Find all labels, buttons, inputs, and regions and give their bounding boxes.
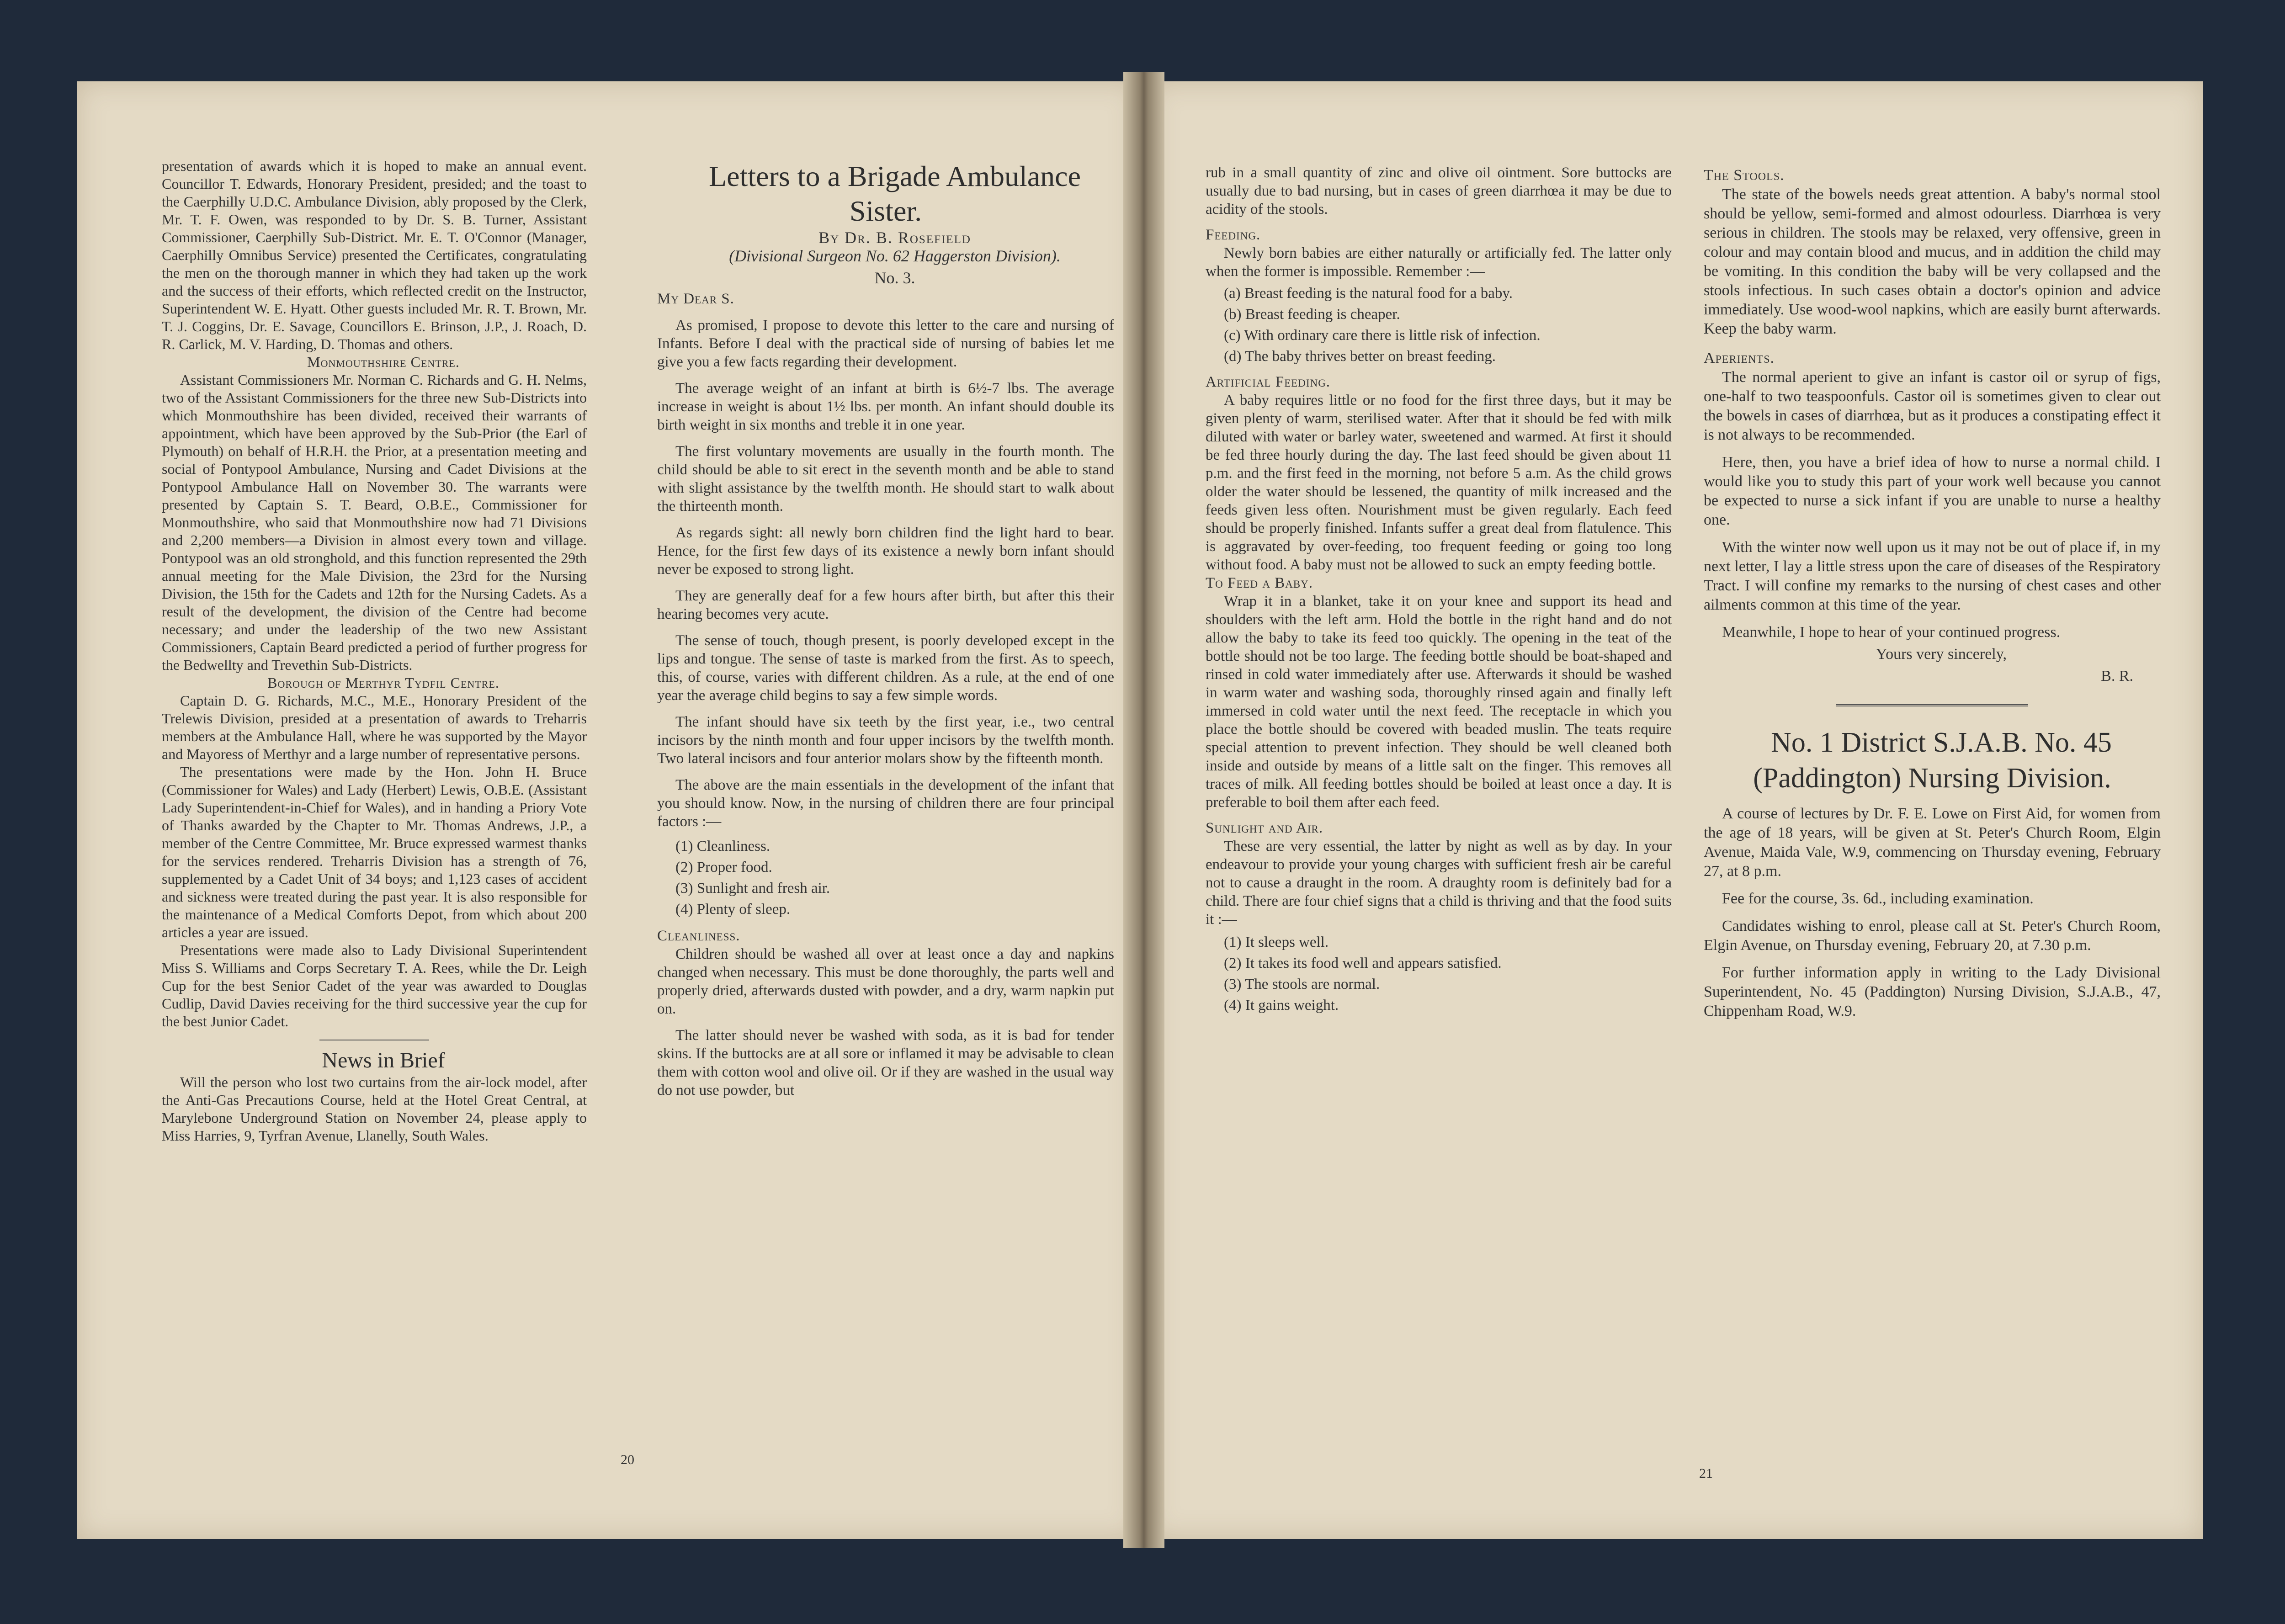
- letters-column: [657, 159, 1114, 1099]
- paragraph: For further information apply in writing to the Lady Divisional Superintendent, No. 45 (Paddington) Nursing Division, S.J.A.B., 47, Chippenham Road, W.9.: [1704, 964, 2161, 1019]
- letter-number: No. 3.: [874, 269, 915, 287]
- section-heading: Feeding.: [1206, 227, 1261, 243]
- paragraph: The average weight of an infant at birth is 6½-7 lbs. The average increase in weight is about 1½ lbs. per month. An infant should double its birth weight in six months and treble it in one year.: [657, 380, 1114, 433]
- divider: [1836, 704, 2028, 706]
- section-heading: Aperients.: [1704, 350, 1775, 366]
- list-item: (b) Breast feeding is cheaper.: [1224, 306, 1400, 323]
- paragraph: Fee for the course, 3s. 6d., including examination.: [1722, 890, 2034, 907]
- letter-closing: Yours very sincerely,: [1876, 646, 2007, 663]
- section-heading: Monmouthshire Centre.: [307, 354, 460, 370]
- paragraph: The sense of touch, though present, is poorly developed except in the lips and tongue. The sense of taste is marked from the first. As to speech, this, of course, varies with different children. As a rule, at the end of one year the average child begins to say a few simple words.: [657, 632, 1114, 704]
- paragraph: Newly born babies are either naturally or artificially fed. The latter only when the former is impossible. Remember :—: [1206, 245, 1672, 280]
- news-paragraph: Will the person who lost two curtains from the air-lock model, after the Anti-Gas Precautions Course, held at the Hotel Great Central, at Marylebone Underground Station on November 24, please apply to Miss Harries, 9, Tyrfran Avenue, Llanelly, South Wales.: [162, 1074, 587, 1144]
- list-item: (1) Cleanliness.: [675, 838, 771, 854]
- list-item: (3) The stools are normal.: [1224, 976, 1380, 992]
- district-title: No. 1 District S.J.A.B. No. 45 (Paddington) Nursing Division.: [1753, 727, 2112, 794]
- paragraph: rub in a small quantity of zinc and olive oil ointment. Sore buttocks are usually due to bad nursing, but in cases of green diarrhœa it may be due to acidity of the stools.: [1206, 165, 1672, 218]
- paragraph: They are generally deaf for a few hours after birth, but after this their hearing becomes very acute.: [657, 588, 1114, 622]
- list-item: (1) It sleeps well.: [1224, 934, 1329, 950]
- magazine-spread: [77, 81, 2203, 1539]
- paragraph: The presentations were made by the Hon. John H. Bruce (Commissioner for Wales) and Lady (Herbert) Lewis, O.B.E. (Assistant Lady Superintendent-in-Chief for Wales), and in handing a Priory Vote of Thanks awarded by the Chapter to Mr. Thomas Andrews, J.P., a member of the Centre Committee, Mr. Bruce expressed warmest thanks for the services rendered. Treharris Division has a strength of 76, supplemented by a Cadet Unit of 34 boys; and 1,123 cases of accident and sickness were treated during the past year. It is also responsible for the maintenance of a Medical Comforts Depot, from which about 200 articles a year are issued.: [162, 764, 587, 940]
- paragraph: Meanwhile, I hope to hear of your continued progress.: [1722, 624, 2061, 641]
- paragraph: Presentations were made also to Lady Divisional Superintendent Miss S. Williams and Corps Secretary T. A. Rees, while the Dr. Leigh Cup for the best Senior Cadet of the year was awarded to Douglas Cudlip, David Davies receiving for the third successive year the cup for the best Junior Cadet.: [162, 942, 587, 1030]
- paragraph: As regards sight: all newly born children find the light hard to bear. Hence, for the first few days of its existence a newly born infant should never be exposed to strong light.: [657, 525, 1114, 578]
- paragraph: Wrap it in a blanket, take it on your knee and support its head and shoulders with the left arm. Hold the bottle in the right hand and do not allow the baby to take its feed too quickly. The opening in the teat of the bottle should not be too large. The feeding bottle should be boat-shaped and rinsed in cold water immediately after use. Afterwards it should be washed in warm water and washing soda, thoroughly rinsed again and finally left immersed in cold water until the next feed. The receptacle in which you place the bottle should be covered with beaded muslin. The teats require special attention to prevent infection. They should be well cleaned both inside and outside by means of a little salt on the finger. This removes all traces of milk. All feeding bottles should be boiled at least once a day. It is preferable to boil them after each feed.: [1206, 593, 1672, 811]
- paragraph: Children should be washed all over at least once a day and napkins changed when necessary. This must be done thoroughly, the parts well and properly dried, afterwards dusted with powder, and a dry, warm napkin put on.: [657, 946, 1114, 1017]
- list-item: (4) It gains weight.: [1224, 997, 1339, 1014]
- paragraph: The infant should have six teeth by the first year, i.e., two central incisors by the ninth month and four upper incisors by the twelfth month. Two lateral incisors and four anterior molars show by the fifteenth month.: [657, 714, 1114, 767]
- list-item: (c) With ordinary care there is little risk of infection.: [1224, 327, 1541, 344]
- right-page: [1151, 81, 2203, 1539]
- paragraph: The latter should never be washed with soda, as it is bad for tender skins. If the buttocks are at all sore or inflamed it may be advisable to clean them with cotton wool and olive oil. Or if they are washed in the usual way do not use powder, but: [657, 1027, 1114, 1099]
- paragraph: A baby requires little or no food for the first three days, but it may be given plenty of warm, sterilised water. After that it should be fed with milk diluted with water or barley water, sweetened and warmed. At first it should be fed three hourly during the day. The last feed should be given about 11 p.m. and the first feed in the morning, not before 5 a.m. As the child grows older the water should be lessened, the quantity of milk increased and the feeds given less often. Nourishment must be given regularly. Each feed should be properly finished. Infants suffer a great deal from flatulence. This is aggravated by over-feeding, too frequent feeding or going too long without food. A baby must not be allowed to suck an empty feeding bottle.: [1206, 392, 1672, 573]
- page-number: 20: [621, 1452, 634, 1467]
- letter-signature: B. R.: [2101, 668, 2133, 685]
- stools-column: [1704, 166, 2161, 1021]
- page-number: 21: [1699, 1466, 1713, 1481]
- paragraph: Assistant Commissioners Mr. Norman C. Richards and G. H. Nelms, two of the Assistant Commissioners for the three new Sub-Districts into which Monmouthshire has been divided, received their warrants of appointment, which have been approved by the Sub-Prior (the Earl of Plymouth) on behalf of H.R.H. the Prior, at a presentation meeting and social of Pontypool Ambulance, Nursing and Cadet Divisions at the Pontypool Ambulance Hall on November 30. The warrants were presented by Captain S. T. Beard, O.B.E., Commissioner for Monmouthshire, who said that Monmouthshire now had 71 Divisions and 2,200 members—a Division in almost every town and village. Pontypool was an old stronghold, and this function represented the 29th annual meeting for the Male Division, the 23rd for the Nursing Division, the 15th for the Cadets and 12th for the Nursing Cadets. As a result of the development, the division of the Centre had become necessary; and under the leadership of the two new Assistant Commissioners, Captain Beard predicted a period of further progress for the Bedwellty and Trevethin Sub-Districts.: [162, 372, 587, 673]
- paragraph: The normal aperient to give an infant is castor oil or syrup of figs, one-half to two teaspoonfuls. Castor oil is sometimes given to clear out the bowels in cases of diarrhœa, but as it produces a constipating effect it is not always to be recommended.: [1704, 369, 2161, 443]
- paragraph: Captain D. G. Richards, M.C., M.E., Honorary President of the Trelewis Division, presided at a presentation of awards to Treharris members at the Ambulance Hall, where he was supported by the Mayor and Mayoress of Merthyr and a large number of representative persons.: [162, 692, 587, 762]
- paragraph: The above are the main essentials in the development of the infant that you should know. Now, in the nursing of children there are four principal factors :—: [657, 777, 1114, 830]
- left-column: [162, 157, 587, 1145]
- list-item: (4) Plenty of sleep.: [675, 901, 791, 918]
- feeding-column: [1206, 164, 1672, 1017]
- paragraph: presentation of awards which it is hoped to make an annual event. Councillor T. Edwards, Honorary President, presided; and the toast to the Caerphilly U.D.C. Ambulance Division, ably proposed by the Clerk, Mr. T. F. Owen, was responded to by Dr. S. B. Turner, Assistant Commissioner, Caerphilly Sub-District. Mr. E. T. O'Connor (Manager, Caerphilly Omnibus Service) presented the Certificates, congratulating the men on the thorough manner in which they had taken up the work and the success of their efforts, which reflected credit on the Instructor, Superintendent W. E. Hyatt. Other guests included Mr. R. T. Brown, Mr. T. J. Coggins, Dr. E. Savage, Councillors E. Brinson, J.P., J. Roach, D. R. Carlick, M. V. Harding, D. Thomas and others.: [162, 158, 587, 352]
- article-affiliation: (Divisional Surgeon No. 62 Haggerston Division).: [729, 247, 1061, 265]
- section-heading: Artificial Feeding.: [1206, 374, 1331, 390]
- paragraph: A course of lectures by Dr. F. E. Lowe on First Aid, for women from the age of 18 years, will be given at St. Peter's Church Room, Elgin Avenue, Maida Vale, W.9, commencing on Thursday evening, February 27, at 8 p.m.: [1704, 805, 2161, 880]
- article-title: Letters to a Brigade Ambulance Sister.: [709, 160, 1081, 227]
- section-heading: The Stools.: [1704, 167, 1785, 184]
- list-item: (3) Sunlight and fresh air.: [675, 880, 830, 897]
- paragraph: These are very essential, the latter by night as well as by day. In your endeavour to provide your young charges with sufficient fresh air be careful not to cause a draught in the room. A draughty room is definitely bad for a child. There are four chief signs that a child is thriving and that the food suits it :—: [1206, 838, 1672, 928]
- feeding-points-list: [1206, 284, 1672, 366]
- paragraph: The first voluntary movements are usually in the fourth month. The child should be able to sit erect in the seventh month and be able to stand with slight assistance by the twelfth month. He should start to walk about the thirteenth month.: [657, 443, 1114, 515]
- paragraph: As promised, I propose to devote this letter to the care and nursing of Infants. Before I deal with the practical side of nursing of babies let me give you a few facts regarding their development.: [657, 317, 1114, 370]
- left-page: [77, 81, 1137, 1539]
- section-heading: To Feed a Baby.: [1206, 575, 1313, 591]
- paragraph: Candidates wishing to enrol, please call at St. Peter's Church Room, Elgin Avenue, on Thursday evening, February 20, at 7.30 p.m.: [1704, 918, 2161, 954]
- section-heading: Borough of Merthyr Tydfil Centre.: [267, 674, 500, 691]
- article-byline: By Dr. B. Rosefield: [818, 228, 971, 247]
- list-item: (d) The baby thrives better on breast feeding.: [1224, 348, 1496, 365]
- list-item: (a) Breast feeding is the natural food for a baby.: [1224, 285, 1513, 302]
- list-item: (2) Proper food.: [675, 859, 772, 876]
- paragraph: The state of the bowels needs great attention. A baby's normal stool should be yellow, semi-formed and almost odourless. Diarrhœa is very serious in children. The stools may be relaxed, very offensive, green in colour and may contain blood and mucus, and in addition the child may be vomiting. In this condition the baby will be very collapsed and the stools infectious. In such cases obtain a doctor's opinion and advice immediately. Use wood-wool napkins, which are easily burnt afterwards. Keep the baby warm.: [1704, 186, 2161, 337]
- section-heading: Cleanliness.: [657, 928, 740, 944]
- signs-list: [1206, 933, 1672, 1014]
- binding-gutter: [1123, 72, 1164, 1548]
- salutation: My Dear S.: [657, 291, 734, 307]
- factors-list: [657, 837, 1114, 918]
- section-heading: Sunlight and Air.: [1206, 820, 1323, 836]
- list-item: (2) It takes its food well and appears satisfied.: [1224, 955, 1502, 971]
- paragraph: With the winter now well upon us it may not be out of place if, in my next letter, I lay a little stress upon the care of diseases of the Respiratory Tract. I will confine my remarks to the nursing of chest cases and other ailments common at this time of the year.: [1704, 539, 2161, 613]
- news-in-brief-title: News in Brief: [322, 1048, 445, 1072]
- paragraph: Here, then, you have a brief idea of how to nurse a normal child. I would like you to study this part of your work well because you cannot be expected to nurse a sick infant if you are unable to nurse a healthy one.: [1704, 454, 2161, 528]
